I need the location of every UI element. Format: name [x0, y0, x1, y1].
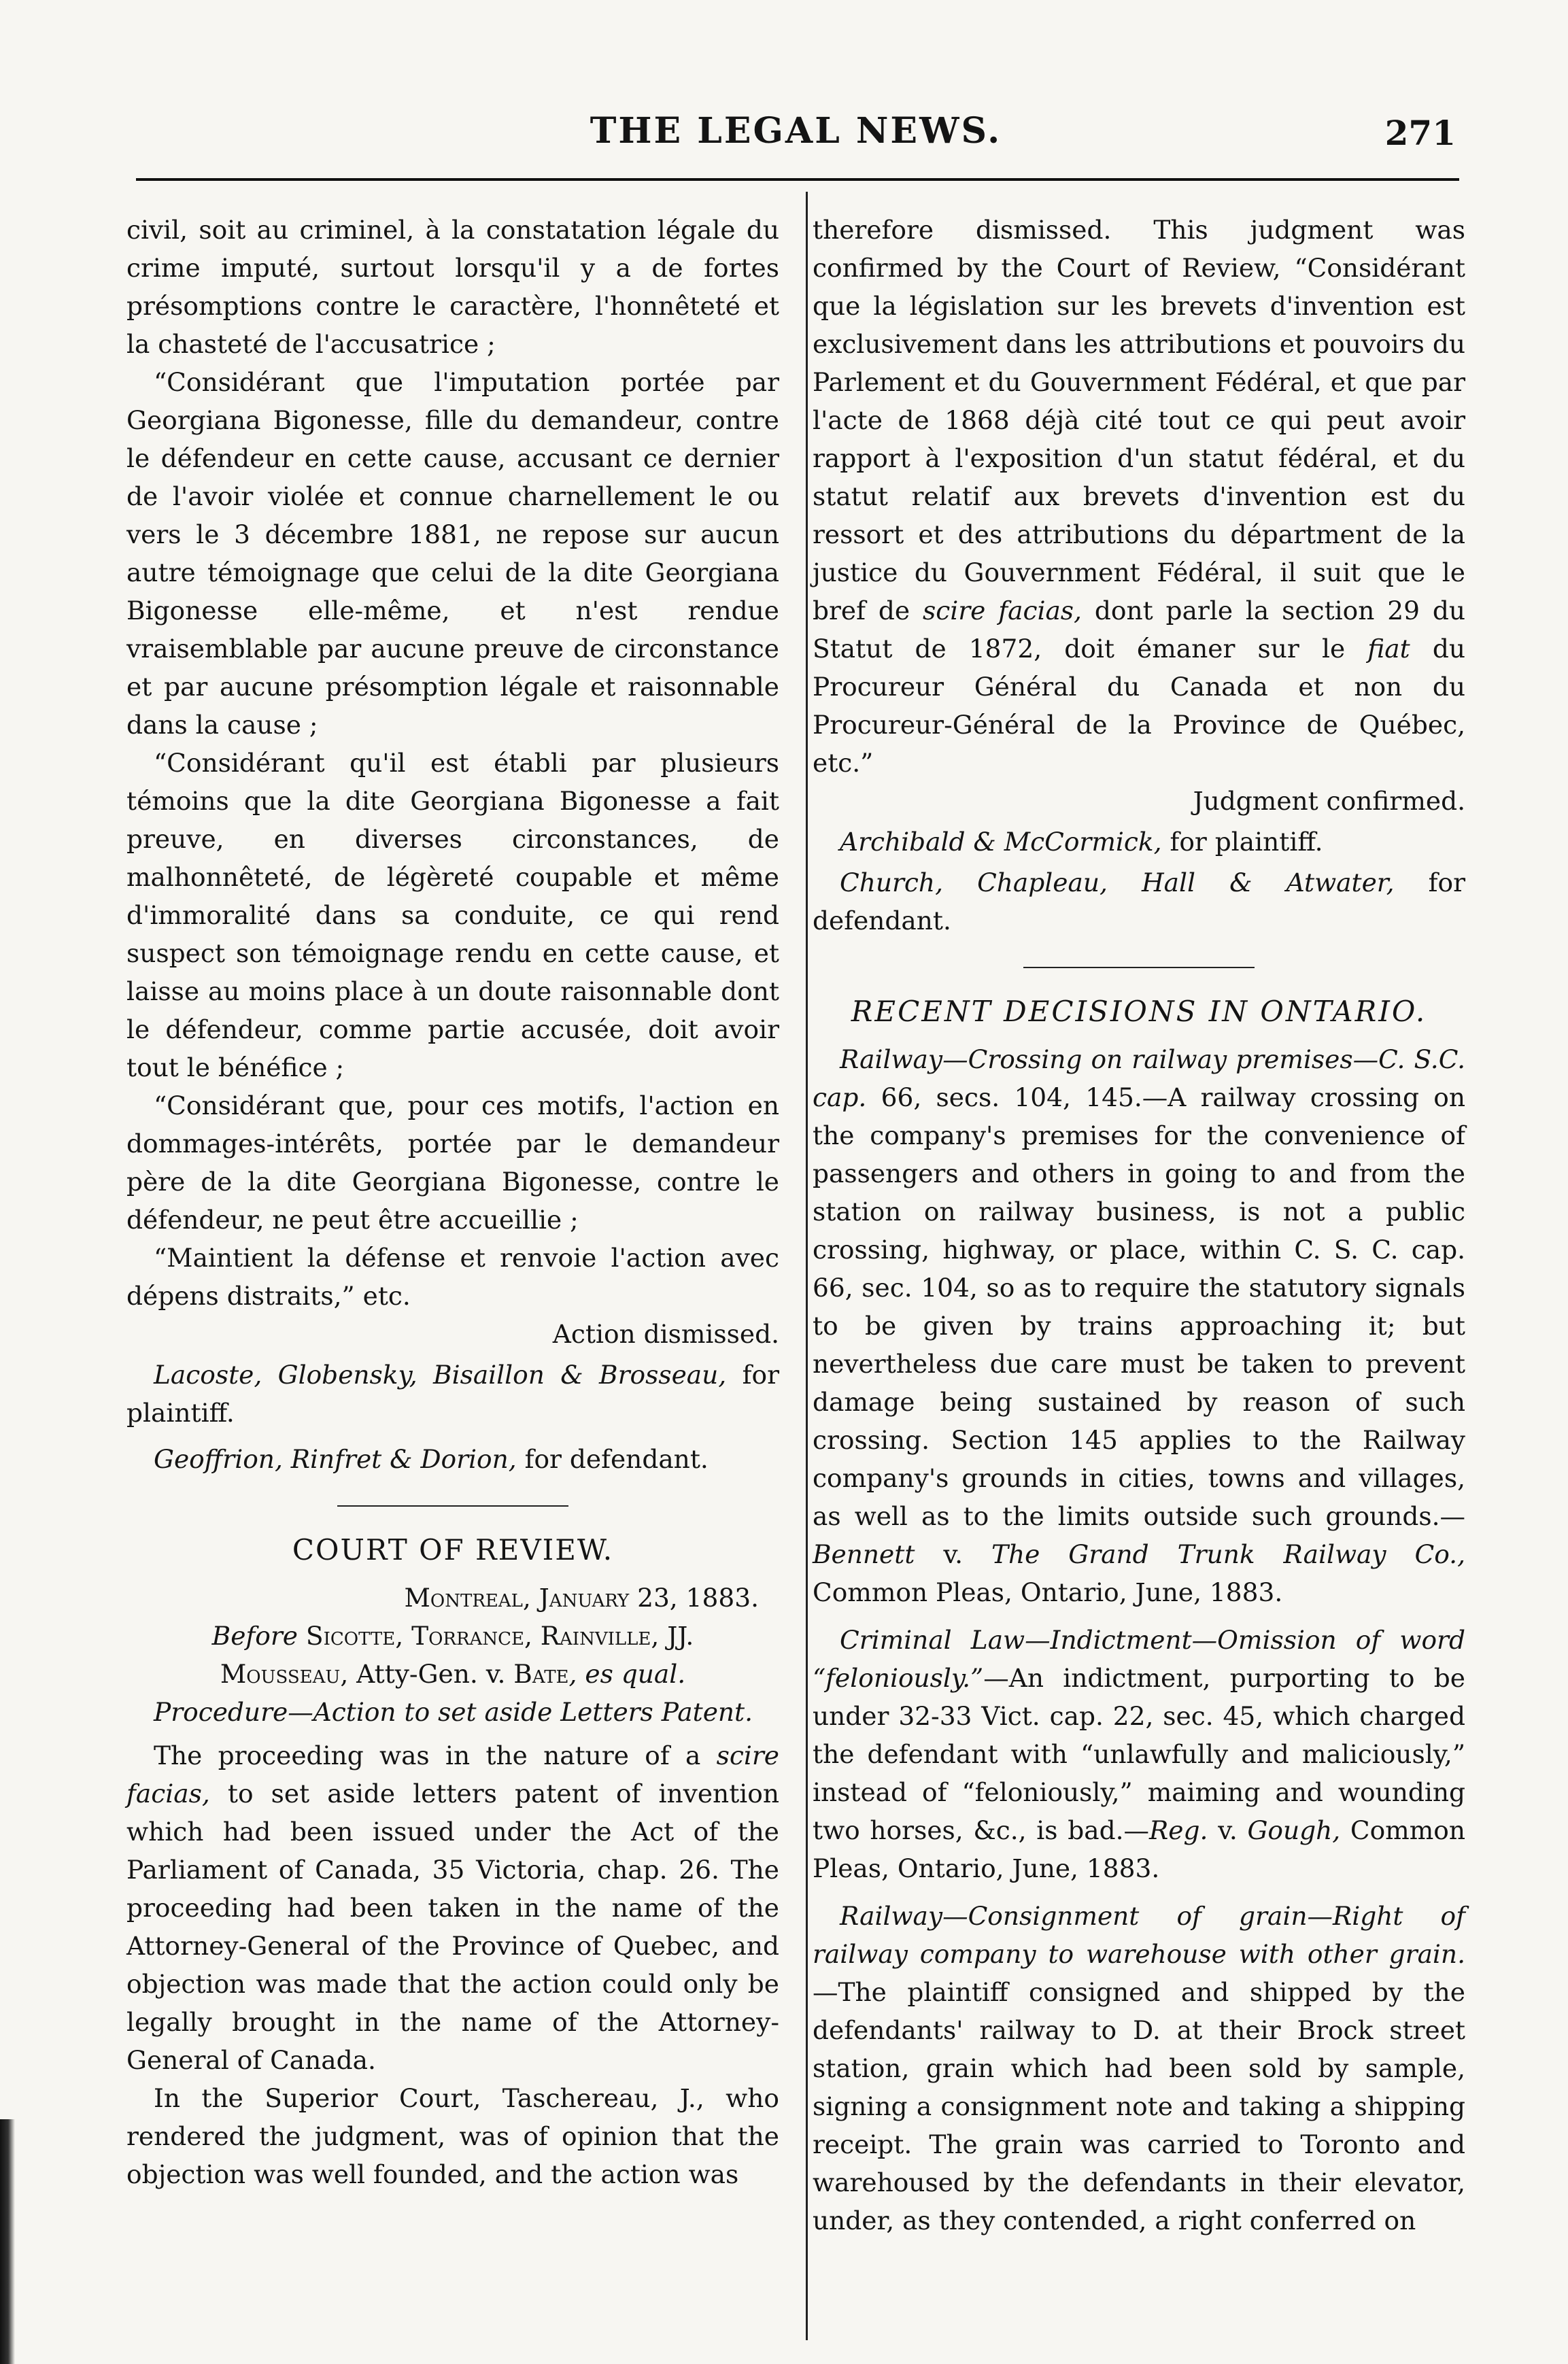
page-header: [136, 102, 1456, 163]
page-number: 271: [1384, 113, 1456, 153]
case-result: Judgment confirmed.: [1193, 786, 1465, 816]
case-title: Mousseau, Atty-Gen. v. Bate, es qual.: [220, 1659, 686, 1689]
counsel-role: for plaintiff.: [126, 1360, 780, 1428]
paragraph: “Considérant que, pour ces motifs, l'action en dommages-intérêts, portée par le demandeur père de la dite Georgiana Bigonesse, contre le défendeur, ne peut être accueillie ;: [126, 1091, 779, 1235]
paragraph: In the Superior Court, Taschereau, J., who rendered the judgment, was of opinion that the objection was well founded, and the action was: [126, 2083, 779, 2189]
paragraph: civil, soit au criminel, à la constatation légale du crime imputé, surtout lorsqu'il y a de fortes présomptions contre le caractère, l'honnêteté et la chasteté de l'accusatrice ;: [126, 215, 779, 359]
section-separator: [1023, 967, 1255, 968]
left-column: [126, 211, 779, 2193]
case-summary: Criminal Law—Indictment—Omission of word “feloniously.”—An indictment, purporting to be under 32-33 Vict. cap. 22, sec. 45, which charged the defendant with “unlawfully and maliciously,” instead of “feloniously,” maiming and wounding two horses, &c., is bad.—Reg. v. Gough, Common Pleas, Ontario, June, 1883.: [813, 1625, 1466, 1883]
paragraph: “Considérant qu'il est établi par plusieurs témoins que la dite Georgiana Bigonesse a fait preuve, en diverses circonstances, de malhonnêteté, de légèreté coupable et même d'immoralité dans sa conduite, ce qui rend suspect son témoignage rendu en cette cause, et laisse au moins place à un doute raisonnable dont le défendeur, comme partie accusée, doit avoir tout le bénéfice ;: [126, 748, 779, 1082]
bench: [126, 1617, 779, 1655]
case-summary: Railway—Crossing on railway premises—C. S.C. cap. 66, secs. 104, 145.—A railway crossing on the company's premises for the convenience of passengers and others in going to and from the station on railway business, is not a public crossing, highway, or place, within C. S. C. cap. 66, sec. 104, so as to require the statutory signals to be given by trains approaching it; but nevertheless due care must be taken to prevent damage being sustained by reason of such crossing. Section 145 applies to the Railway company's grounds in cities, towns and villages, as well as to the limits outside such grounds.—Bennett v. The Grand Trunk Railway Co., Common Pleas, Ontario, June, 1883.: [813, 1044, 1466, 1607]
dateline: Montreal, January 23, 1883.: [404, 1583, 759, 1613]
counsel-names: Lacoste, Globensky, Bisaillon & Brosseau,: [154, 1360, 727, 1390]
counsel-names: Archibald & McCormick,: [840, 827, 1162, 857]
headnote: Procedure—Action to set aside Letters Patent.: [154, 1697, 753, 1727]
case-summary: Railway—Consignment of grain—Right of railway company to warehouse with other grain.—The plaintiff consigned and shipped by the defendants' railway to D. at their Brock street station, grain which had been sold by sample, signing a consignment note and taking a shipping receipt. The grain was carried to Toronto and warehoused by the defendants in their elevator, under, as they contended, a right conferred on: [813, 1901, 1465, 2235]
paragraph: “Maintient la défense et renvoie l'action avec dépens distraits,” etc.: [126, 1243, 779, 1311]
counsel-names: Church, Chapleau, Hall & Atwater,: [840, 868, 1395, 897]
paragraph: therefore dismissed. This judgment was confirmed by the Court of Review, “Considérant que la législation sur les brevets d'invention est exclusivement dans les attributions et pouvoirs du Parlement et du Gouvernment Fédéral, et que par l'acte de 1868 déjà cité tout ce qui peut avoir rapport à l'exposition d'un statut fédéral, et du statut relatif aux brevets d'invention est du ressort et des attributions du départment de la justice du Gouvernment Fédéral, il suit que le bref de scire facias, dont parle la section 29 du Statut de 1872, doit émaner sur le fiat du Procureur Général du Canada et non du Procureur-Général de la Province de Québec, etc.”: [813, 215, 1466, 778]
header-rule: [136, 178, 1459, 181]
counsel-role: for defendant.: [813, 868, 1465, 936]
paragraph: The proceeding was in the nature of a scire facias, to set aside letters patent of invention which had been issued under the Act of the Parliament of Canada, 35 Victoria, chap. 26. The proceeding had been taken in the name of the Attorney-General of the Province of Quebec, and objection was made that the action could only be legally brought in the name of the Attorney-General of Canada.: [126, 1741, 780, 2075]
bench-judges: Sicotte, Torrance, Rainville, JJ.: [305, 1621, 694, 1651]
counsel-role: for defendant.: [524, 1444, 709, 1474]
running-title: THE LEGAL NEWS.: [590, 110, 1002, 152]
counsel-plaintiff: [126, 1356, 779, 1432]
section-heading: RECENT DECISIONS IN ONTARIO.: [851, 995, 1427, 1028]
counsel-plaintiff: [813, 823, 1465, 861]
counsel-names: Geoffrion, Rinfret & Dorion,: [154, 1444, 517, 1474]
right-column: [813, 211, 1465, 2240]
counsel-defendant: [813, 863, 1465, 940]
section-separator: [337, 1505, 568, 1507]
court-heading: COURT OF REVIEW.: [292, 1533, 614, 1566]
counsel-role: for plaintiff.: [1170, 827, 1323, 857]
paragraph: “Considérant que l'imputation portée par Georgiana Bigonesse, fille du demandeur, contre le défendeur en cette cause, accusant ce dernier de l'avoir violée et connue charnellement le ou vers le 3 décembre 1881, ne repose sur aucun autre témoignage que celui de la dite Georgiana Bigonesse elle-même, et n'est rendue vraisemblable par aucune preuve de circonstance et par aucune présomption légale et raisonnable dans la cause ;: [126, 367, 779, 740]
case-result: Action dismissed.: [552, 1319, 779, 1349]
counsel-defendant: [126, 1440, 779, 1478]
column-divider: [806, 192, 808, 2340]
bench-prefix: Before: [211, 1621, 298, 1651]
binding-edge-shadow: [0, 2119, 15, 2364]
